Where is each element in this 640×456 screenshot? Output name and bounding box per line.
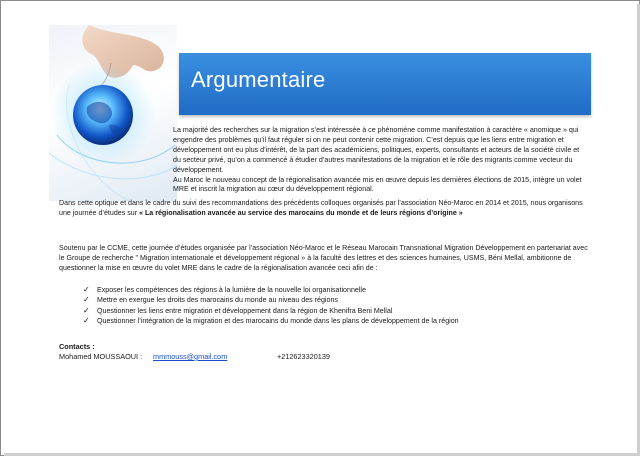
contact-phone: +212623320139 [277, 352, 330, 361]
intro-paragraph [173, 126, 585, 195]
context-text: Dans cette optique et dans le cadre du suivi des recommandations des précédents colloques organisés par l’association Néo-Maroc en 2014 et 2015, nous organisons une journée d’études sur [59, 199, 583, 217]
page-title: Argumentaire [191, 67, 326, 92]
list-item [83, 306, 583, 316]
contact-email-link[interactable]: mmmouss@gmail.com [153, 352, 228, 361]
list-item-text: Mettre en exergue les droits des marocains du monde au niveau des régions [97, 296, 338, 305]
objective-paragraph [59, 244, 589, 274]
intro-text-2: Au Maroc le nouveau concept de la régionalisation avancée mis en œuvre depuis les dernières élections de 2015, intègre un volet MRE et inscrit la migration au cœur du développement régional. [173, 175, 582, 194]
list-item-text: Questionner l’intégration de la migration et des marocains du monde dans les plans de développement de la région [97, 316, 459, 325]
objectives-list [83, 285, 583, 326]
checkmark-icon: ✓ [83, 295, 90, 305]
contacts-heading: Contacts : [59, 342, 95, 351]
checkmark-icon: ✓ [83, 305, 90, 315]
title-banner [179, 53, 591, 115]
globe-hand-image [49, 25, 177, 201]
intro-text: La majorité des recherches sur la migration s’est intéressée à ce phénomène comme manifestation à caractère « anomique » qui engendre des problèmes qu’il faut réguler si on ne peut contenir cette migration. C’est depuis que les liens entre migration et développement ont eu plus d’intérêt, de la part des académiciens, politiques, experts, consultants et acteurs de la société civile et du secteur privé, qu’on a commencé à étudier d’autres manifestations de la migration et le rôle des migrants comme vecteur du développement. [173, 126, 580, 174]
contact-name: Mohamed MOUSSAOUI : [59, 352, 143, 361]
objective-text: Soutenu par le CCME, cette journée d’études organisée par l’association Néo-Maroc et le Réseau Marocain Transnational Migration Développement en partenariat avec le Groupe de recherche " Migration internationale et développement régional » à la faculté des lettres et des sciences humaines, USMS, Béni Mellal, ambitionne de questionner la mise en œuvre du volet MRE dans le cadre de la régionalisation avancée ceci afin de : [59, 244, 588, 272]
checkmark-icon: ✓ [83, 285, 90, 294]
list-item [83, 295, 583, 305]
context-paragraph [59, 199, 589, 219]
list-item-text: Exposer les compétences des régions à la lumière de la nouvelle loi organisationnelle [97, 286, 366, 294]
event-title: « La régionalisation avancée au service des marocains du monde et de leurs régions d’origine » [139, 208, 463, 217]
list-item [83, 316, 583, 326]
checkmark-icon: ✓ [83, 315, 90, 325]
list-item-text: Questionner les liens entre migration et développement dans la région de Khenifra Beni Mellal [97, 306, 393, 315]
list-item [83, 285, 583, 295]
